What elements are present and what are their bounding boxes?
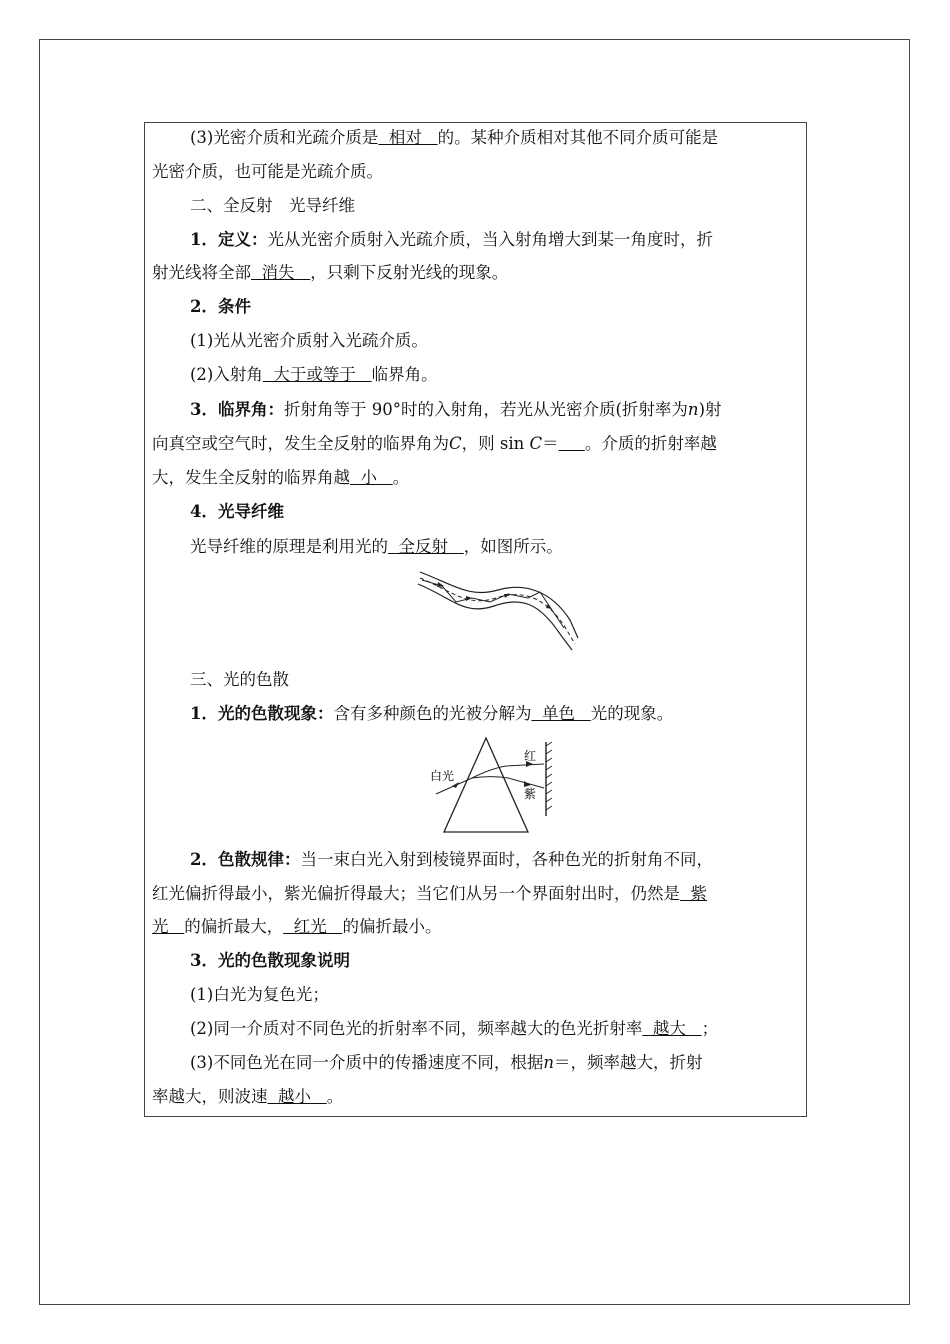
blank-total-reflection: 全反射: [388, 537, 464, 556]
critical-angle-line: 3．临界角：折射角等于 90°时的入射角，若光从光密介质(折射率为n)射: [190, 400, 722, 419]
critical-angle-line-3: 大，发生全反射的临界角越 小 。: [152, 468, 410, 487]
explanation-heading: 3．光的色散现象说明: [190, 951, 350, 970]
condition-heading: 2．条件: [190, 297, 251, 316]
condition-item-1: (1)光从光密介质射入光疏介质。: [190, 331, 428, 350]
relative-medium-line: (3)光密介质和光疏介质是 相对 的。某种介质相对其他不同介质可能是: [190, 128, 719, 147]
section-heading-dispersion: 三、光的色散: [190, 670, 289, 689]
fiber-line: 光导纤维的原理是利用光的 全反射 ，如图所示。: [190, 537, 563, 556]
explanation-item-1: (1)白光为复色光；: [190, 985, 329, 1004]
white-light-label: 白光: [430, 769, 455, 783]
violet-label: 紫: [524, 787, 537, 801]
section-heading-total-reflection: 二、全反射 光导纤维: [190, 196, 355, 215]
definition-line-cont: 射光线将全部 消失 ，只剩下反射光线的现象。: [152, 263, 509, 282]
blank-red: 红光: [283, 917, 343, 936]
critical-angle-line-2: 向真空或空气时，发生全反射的临界角为C，则 sin C＝ 。介质的折射率越: [152, 434, 717, 453]
blank-larger: 越大: [642, 1019, 702, 1038]
blank-small: 小: [350, 468, 393, 487]
blank-smaller: 越小: [267, 1087, 327, 1106]
blank-greater-equal: 大于或等于: [262, 365, 372, 384]
relative-medium-line-cont: 光密介质，也可能是光疏介质。: [152, 162, 383, 181]
blank-monochrome: 单色: [531, 704, 591, 723]
prism-figure: [428, 736, 558, 836]
blank-violet-part2: 光: [152, 917, 185, 936]
explanation-item-3: (3)不同色光在同一介质中的传播速度不同，根据n＝，频率越大，折射: [190, 1053, 703, 1072]
fiber-heading: 4．光导纤维: [190, 502, 284, 521]
dispersion-rule-line-2: 红光偏折得最小，紫光偏折得最大；当它们从另一个界面射出时，仍然是 紫: [152, 884, 707, 903]
condition-item-2: (2)入射角 大于或等于 临界角。: [190, 365, 438, 384]
blank-violet-part1: 紫: [680, 884, 707, 903]
dispersion-rule-line: 2．色散规律：当一束白光入射到棱镜界面时，各种色光的折射角不同，: [190, 850, 713, 869]
blank-disappear: 消失: [251, 263, 311, 282]
explanation-item-3-cont: 率越大，则波速 越小 。: [152, 1087, 344, 1106]
red-label: 红: [524, 749, 537, 763]
dispersion-rule-line-3: 光 的偏折最大， 红光 的偏折最小。: [152, 917, 442, 936]
optical-fiber-figure: [412, 568, 582, 654]
explanation-item-2: (2)同一介质对不同色光的折射率不同，频率越大的色光折射率 越大 ；: [190, 1019, 719, 1038]
dispersion-phenomenon-line: 1．光的色散现象：含有多种颜色的光被分解为 单色 光的现象。: [190, 704, 674, 723]
blank-sinc: [559, 434, 585, 453]
definition-line: 1．定义：光从光密介质射入光疏介质，当入射角增大到某一角度时，折: [190, 230, 713, 249]
blank-relative: 相对: [378, 128, 438, 147]
